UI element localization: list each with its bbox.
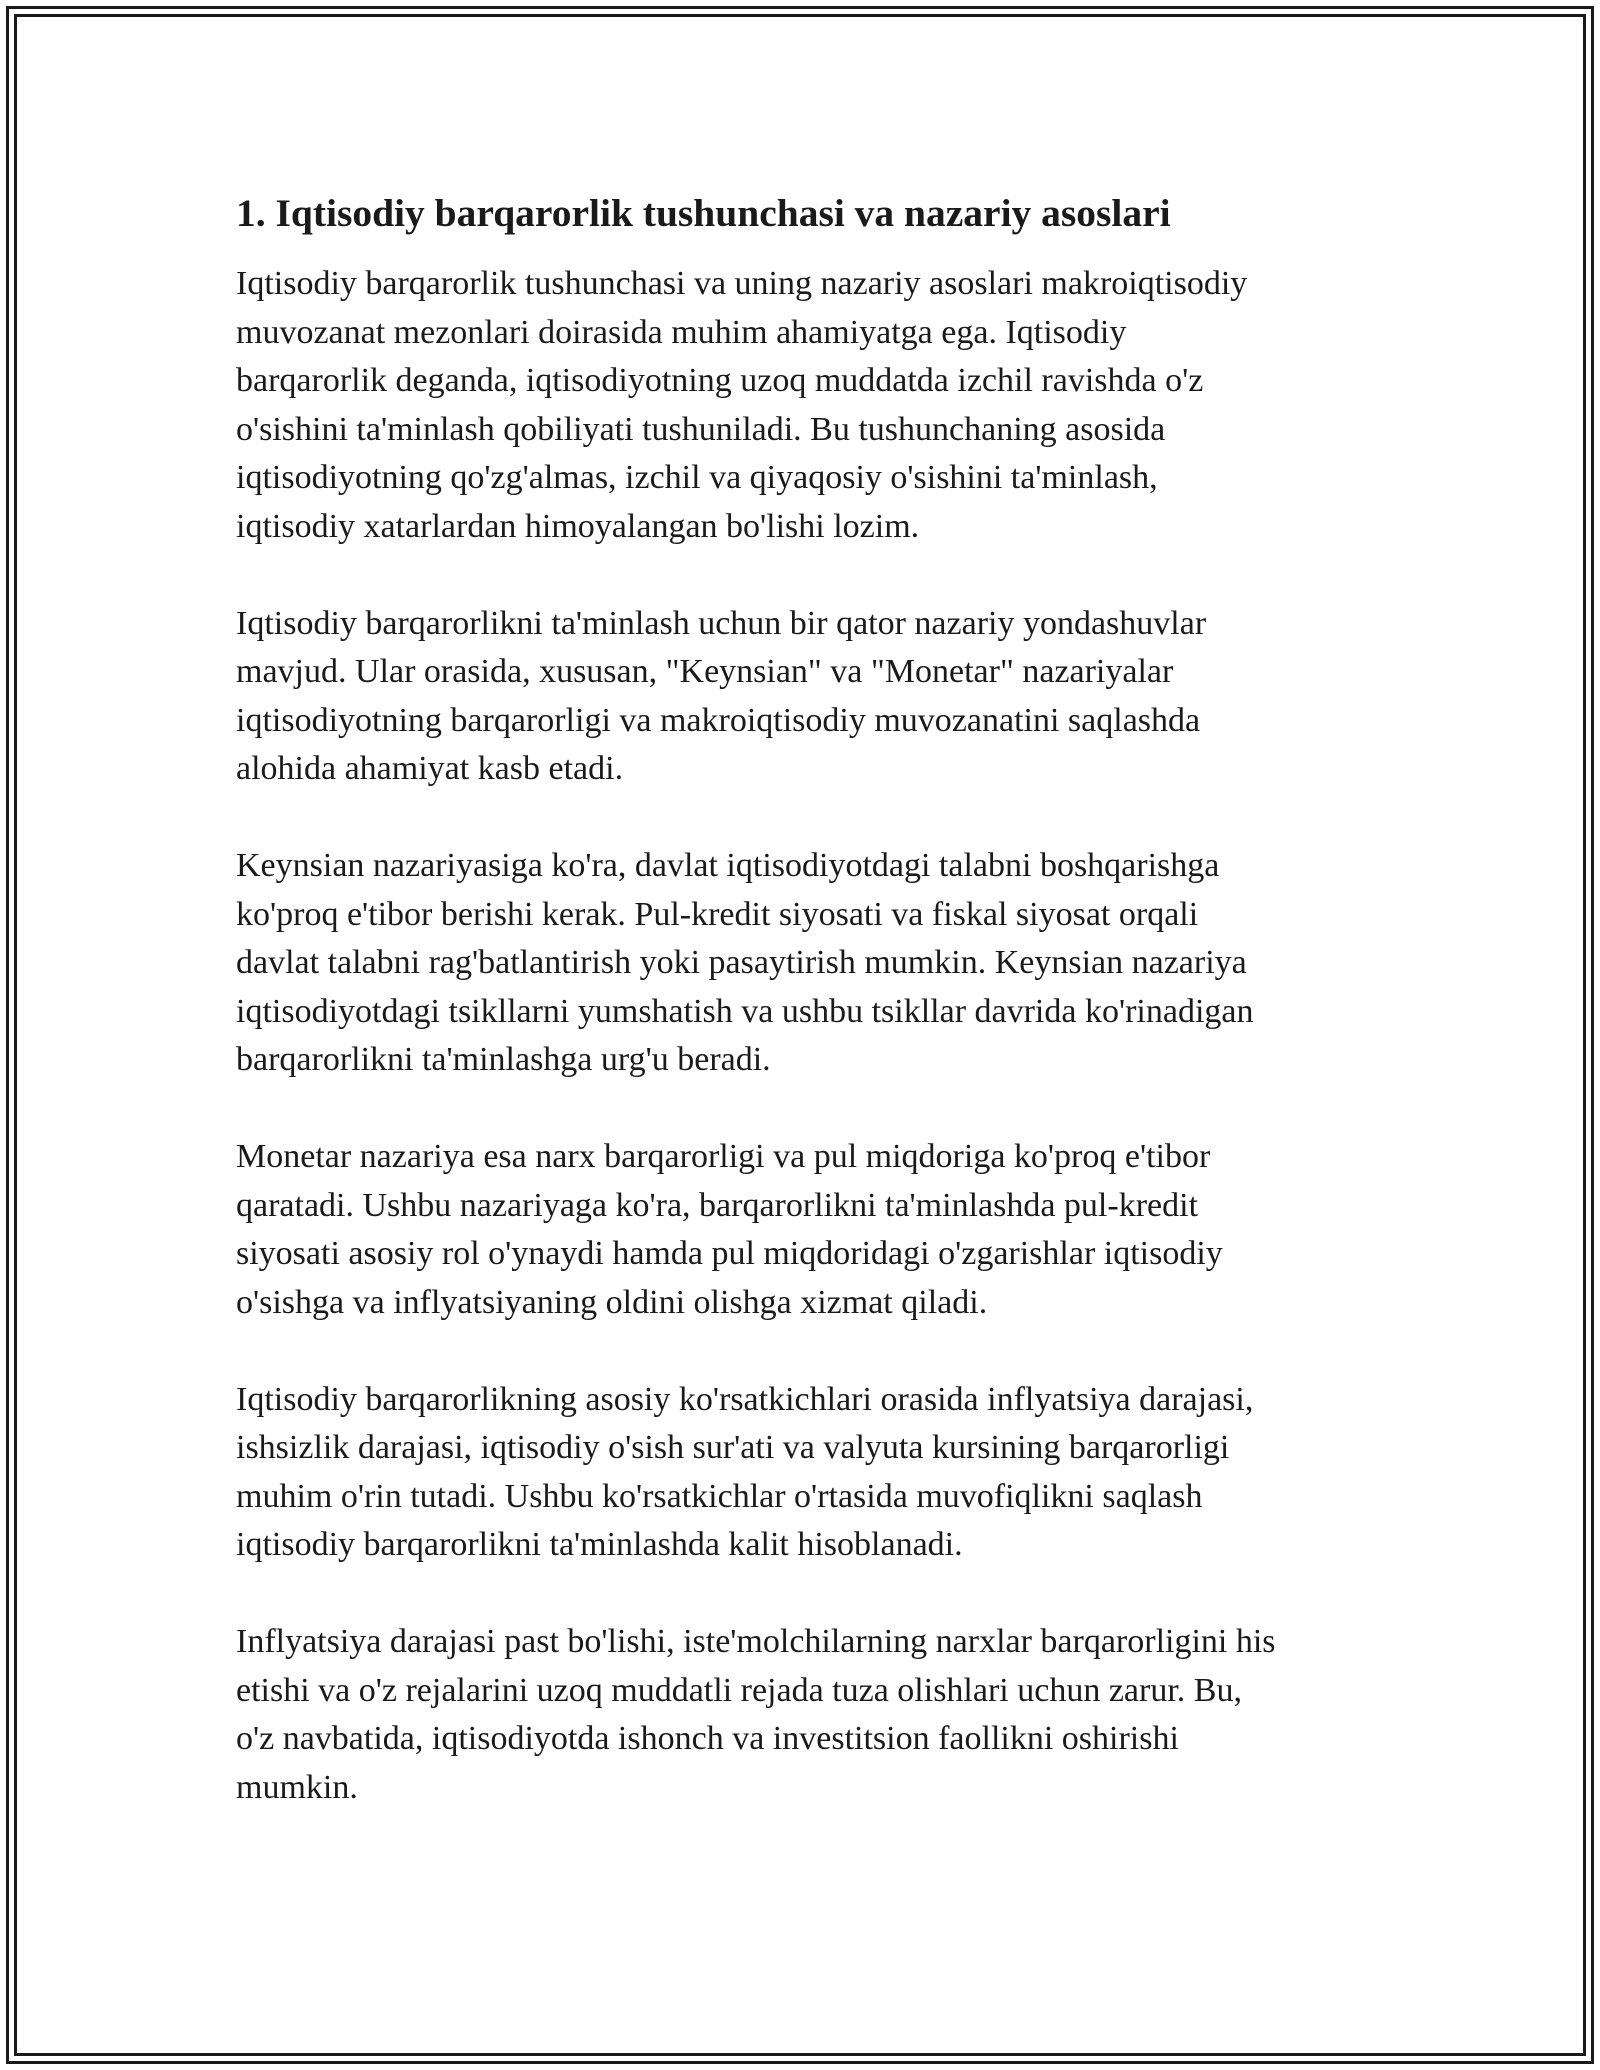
- paragraph-line: Iqtisodiy barqarorlik tushunchasi va uning nazariy asoslari makroiqtisodiy: [236, 265, 1248, 302]
- paragraph-line: etishi va o'z rejalarini uzoq muddatli rejada tuza olishlari uchun zarur. Bu,: [236, 1671, 1242, 1709]
- section-heading: 1. Iqtisodiy barqarorlik tushunchasi va nazariy asoslari: [236, 191, 1171, 235]
- paragraph-2: [236, 600, 1364, 794]
- paragraph-line: Inflyatsiya darajasi past bo'lishi, iste'molchilarning narxlar barqarorligini his: [236, 1623, 1276, 1660]
- paragraph-4: [236, 1133, 1364, 1327]
- paragraph-line: o'sishini ta'minlash qobiliyati tushuniladi. Bu tushunchaning asosida: [236, 410, 1166, 448]
- paragraph-line: iqtisodiy xatarlardan himoyalangan bo'lishi lozim.: [236, 507, 920, 545]
- paragraph-line: Iqtisodiy barqarorlikni ta'minlash uchun bir qator nazariy yondashuvlar: [236, 604, 1207, 642]
- paragraph-line: siyosati asosiy rol o'ynaydi hamda pul miqdoridagi o'zgarishlar iqtisodiy: [236, 1235, 1223, 1272]
- paragraph-line: mumkin.: [236, 1768, 358, 1806]
- paragraph-line: Keynsian nazariyasiga ko'ra, davlat iqtisodiyotdagi talabni boshqarishga: [236, 847, 1220, 884]
- paragraph-line: barqarorlikni ta'minlashga urg'u beradi.: [236, 1041, 771, 1078]
- paragraph-line: alohida ahamiyat kasb etadi.: [236, 750, 624, 787]
- paragraph-line: davlat talabni rag'batlantirish yoki pasaytirish mumkin. Keynsian nazariya: [236, 944, 1247, 981]
- paragraph-line: Monetar nazariya esa narx barqarorligi va pul miqdoriga ko'proq e'tibor: [236, 1138, 1211, 1175]
- paragraph-line: o'z navbatida, iqtisodiyotda ishonch va investitsion faollikni oshirishi: [236, 1720, 1179, 1757]
- paragraph-line: iqtisodiyotdagi tsikllarni yumshatish va ushbu tsikllar davrida ko'rinadigan: [236, 992, 1254, 1030]
- paragraph-5: [236, 1376, 1364, 1570]
- paragraph-line: ishsizlik darajasi, iqtisodiy o'sish sur'ati va valyuta kursining barqarorligi: [236, 1429, 1230, 1466]
- paragraph-line: ko'proq e'tibor berishi kerak. Pul-kredit siyosati va fiskal siyosat orqali: [236, 895, 1199, 933]
- paragraph-line: iqtisodiyotning qo'zg'almas, izchil va qiyaqosiy o'sishini ta'minlash,: [236, 459, 1158, 496]
- paragraph-3: [236, 842, 1364, 1085]
- paragraph-line: o'sishga va inflyatsiyaning oldini olishga xizmat qiladi.: [236, 1283, 988, 1321]
- paragraph-line: mavjud. Ular orasida, xususan, "Keynsian" va "Monetar" nazariyalar: [236, 653, 1174, 690]
- paragraph-line: barqarorlik deganda, iqtisodiyotning uzoq muddatda izchil ravishda o'z: [236, 362, 1204, 399]
- document-body: [236, 186, 1364, 1812]
- paragraph-line: Iqtisodiy barqarorlikning asosiy ko'rsatkichlari orasida inflyatsiya darajasi,: [236, 1380, 1254, 1418]
- paragraph-line: iqtisodiy barqarorlikni ta'minlashda kalit hisoblanadi.: [236, 1526, 963, 1563]
- paragraph-line: muhim o'rin tutadi. Ushbu ko'rsatkichlar o'rtasida muvofiqlikni saqlash: [236, 1477, 1203, 1515]
- paragraph-line: iqtisodiyotning barqarorligi va makroiqtisodiy muvozanatini saqlashda: [236, 701, 1201, 739]
- paragraph-6: [236, 1618, 1364, 1812]
- paragraph-1: [236, 260, 1364, 551]
- paragraph-line: muvozanat mezonlari doirasida muhim ahamiyatga ega. Iqtisodiy: [236, 313, 1127, 351]
- paragraph-line: qaratadi. Ushbu nazariyaga ko'ra, barqarorlikni ta'minlashda pul-kredit: [236, 1186, 1199, 1224]
